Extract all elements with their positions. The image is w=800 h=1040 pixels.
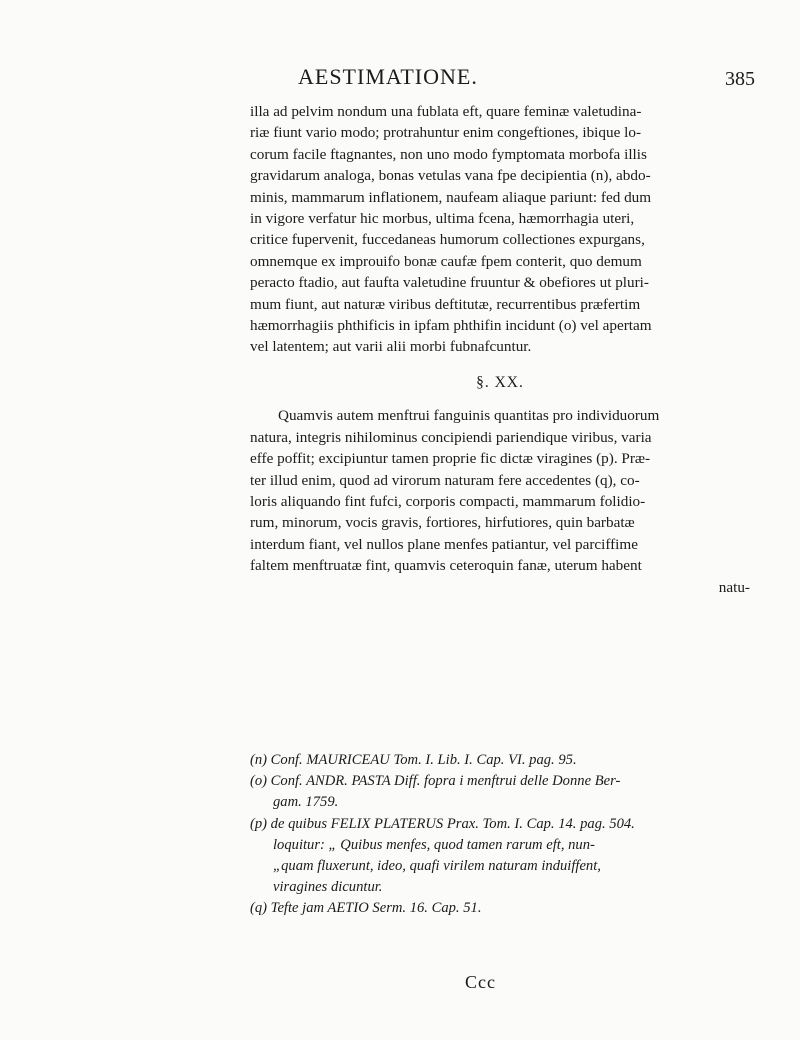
text-line: minis, mammarum inflationem, naufeam aliaque pariunt: fed dum — [250, 188, 652, 206]
text-line: vel latentem; aut varii alii morbi fubnafcuntur. — [250, 338, 532, 356]
footnotes — [250, 750, 750, 920]
footnote-n: (n) Conf. MAURICEAU Tom. I. Lib. I. Cap. VI. pag. 95. — [250, 752, 577, 768]
text-line: faltem menftruatæ fint, quamvis ceteroquin fanæ, uterum habent — [250, 557, 642, 575]
text-line: in vigore verfatur hic morbus, ultima fcena, hæmorrhagia uteri, — [250, 210, 635, 228]
running-head — [0, 64, 800, 98]
footnote-p: (p) de quibus FELIX PLATERUS Prax. Tom. I. Cap. 14. pag. 504. — [250, 815, 635, 832]
text-line: corum facile ftagnantes, non uno modo fymptomata morbofa illis — [250, 145, 647, 163]
text-line: effe poffit; excipiuntur tamen proprie fic dictæ viragines (p). Præ- — [250, 450, 651, 468]
text-line: loris aliquando fint fufci, corporis compacti, mammarum folidio- — [250, 492, 646, 510]
paragraph-2 — [250, 405, 750, 598]
footnote-p-continuation: „quam fluxerunt, ideo, quafi virilem naturam induiffent, — [273, 858, 601, 875]
text-line: interdum fiant, vel nullos plane menfes patiantur, vel parciffime — [250, 535, 638, 553]
footnote-q: (q) Tefte jam AETIO Serm. 16. Cap. 51. — [250, 900, 482, 917]
section-heading: §. XX. — [476, 373, 524, 391]
text-line: riæ fiunt vario modo; protrahuntur enim congeftiones, ibique lo- — [250, 124, 641, 142]
text-line: omnemque ex improuifo bonæ caufæ fpem conterit, quo demum — [250, 252, 642, 270]
text-line: illa ad pelvim nondum una fublata eft, quare feminæ valetudina- — [250, 103, 642, 120]
signature-mark: Ccc — [465, 972, 496, 992]
text-line: gravidarum analoga, bonas vetulas vana fpe decipientia (n), abdo- — [250, 167, 651, 185]
text-line: critice fupervenit, fuccedaneas humorum collectiones expurgans, — [250, 231, 645, 249]
catchword: natu- — [718, 578, 750, 596]
footnote-o-continuation: gam. 1759. — [273, 794, 339, 811]
text-line: natura, integris nihilominus concipiendi pariendique viribus, varia — [250, 428, 652, 446]
footnote-p-continuation: viragines dicuntur. — [273, 879, 383, 896]
paragraph-1 — [250, 101, 750, 358]
text-line: hæmorrhagiis phthificis in ipfam phthifin incidunt (o) vel apertam — [250, 317, 652, 335]
footnote-o: (o) Conf. ANDR. PASTA Diff. fopra i menftrui delle Donne Ber- — [250, 773, 621, 790]
body-text — [250, 101, 750, 598]
text-line: rum, minorum, vocis gravis, fortiores, hirfutiores, quin barbatæ — [250, 514, 635, 532]
text-line: ter illud enim, quod ad virorum naturam fere accedentes (q), co- — [250, 471, 640, 489]
page-number: 385 — [725, 68, 755, 90]
text-line: mum fiunt, aut naturæ viribus deftitutæ, recurrentibus præfertim — [250, 295, 641, 313]
running-title: AESTIMATIONE. — [298, 64, 478, 89]
text-line: peracto ftadio, aut faufta valetudine fruuntur & obefiores ut pluri- — [250, 274, 649, 292]
text-line: Quamvis autem menftrui fanguinis quantitas pro individuorum — [278, 407, 660, 425]
footnote-p-continuation: loquitur: „ Quibus menfes, quod tamen rarum eft, nun- — [273, 836, 595, 853]
